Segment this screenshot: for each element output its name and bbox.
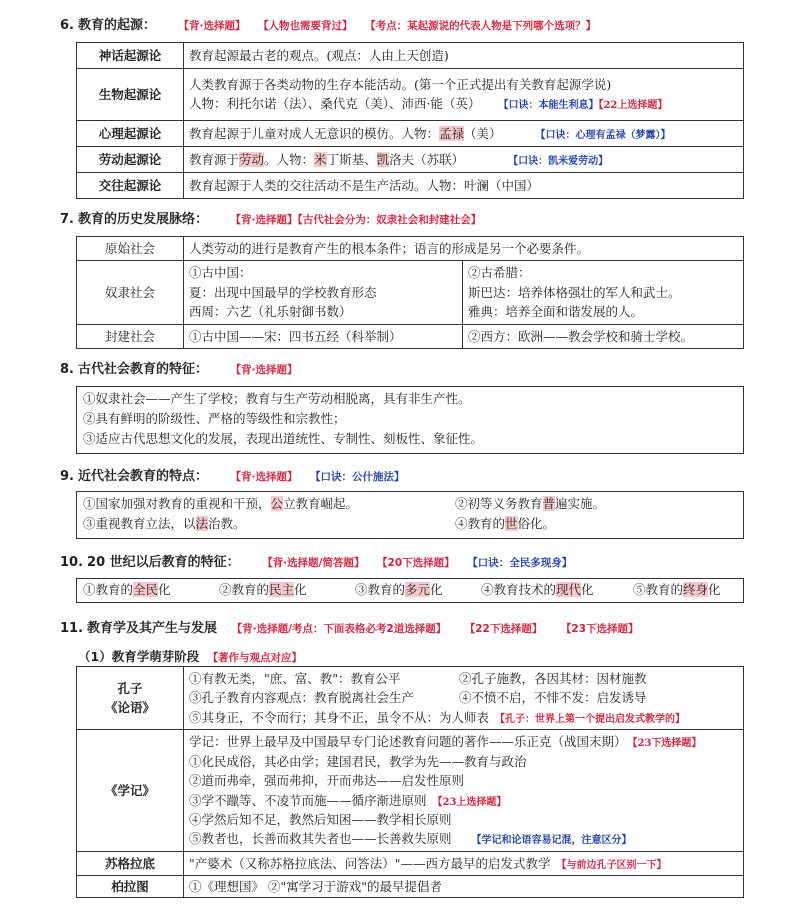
text: ⑤其身正，不令而行；其身不正，虽令不从：为人师表 [189,709,490,725]
text: 化 [158,582,171,597]
feature-item [83,580,219,600]
text-line: 人类教育源于各类动物的生存本能活动。(第一个正式提出有关教育起源学说) [189,77,612,93]
text: ③学不躐等、不凌节而施——循序渐进原则 [189,792,427,808]
highlight: 孟禄 [439,125,465,141]
text: 俗化。 [517,516,556,531]
feature-1 [83,494,455,514]
modern-features-box [76,491,744,539]
text-line [189,829,738,849]
feature-2 [455,496,605,511]
row-text: 人类劳动的进行是教育产生的根本条件；语言的形成是另一个必要条件。 [184,237,744,261]
mnemonic-tag: 【口诀：公什施法】 [310,471,405,483]
section-9-heading [60,465,405,484]
text: "产婆术（又称苏格拉底法、问答法）"——西方最早的启发式教学 [189,855,551,871]
row-label: 劳动起源论 [77,147,184,173]
text: 学记：世界上最早及中国最早专门论述教育问题的著作——乐正克（战国末期） [189,734,627,750]
text-line [189,669,738,688]
tag: 【考点：某起源说的代表人物是下列哪个选项？】 [365,20,597,32]
text-line [83,494,737,514]
text: 洛夫（苏联） [389,151,465,167]
feature-3 [83,514,455,534]
highlight: 米 [314,151,327,167]
section-number: 11. [60,621,84,636]
text: （美） [464,125,502,141]
row-label: 苏格拉底 [77,851,184,875]
right-cell [463,261,744,325]
row-label: 《学记》 [77,730,184,852]
tag: 【著作与观点对应】 [207,652,303,664]
text: ①有教无类，"庶、富、教"：教育公平 [189,671,401,686]
highlight: 民主 [269,582,295,597]
section-number: 6. [60,18,74,33]
row-label [77,667,184,730]
text: 立教育崛起。 [283,496,359,511]
text-line: ③适应古代思想文化的发展，表现出道统性、专制性、刻板性、象征性。 [83,431,484,446]
text-line [189,94,738,114]
text-line: 雅典：培养全面和谐发展的人。 [468,304,644,320]
row-label: 柏拉图 [77,875,184,897]
section-title: 教育学及其产生与发展 [87,621,218,636]
highlight: 多元 [405,582,431,597]
highlight: 世 [505,516,518,531]
mnemonic-tag: 【口诀：凯米爱劳动】 [508,155,609,167]
book-name: 《论语》 [104,700,155,716]
section-title: 近代社会教育的特点： [77,469,208,484]
tag: 【背·选择题/简答题】 [262,557,365,569]
text-line: ②古希腊： [468,265,531,281]
mnemonic-tag: 【口诀：本能生利息】 [498,100,599,112]
text: 化 [708,582,721,597]
left-cell: ①古中国——宋：四书五经（科举制） [184,325,463,349]
text: ②教育的 [219,582,270,597]
text-line [189,732,738,752]
text: ③教育的 [355,582,406,597]
text: ①国家加强对教育的重视和干预， [83,496,271,511]
tag: 【与前边孔子区别一下】 [556,859,667,871]
text-line: 夏：出现中国最早的学校教育形态 [189,284,377,300]
section-number: 9. [60,469,74,484]
section-10-heading [60,551,572,570]
history-table [76,236,744,349]
section-title: 古代社会教育的特征： [77,362,208,377]
feature-item [219,580,355,600]
feature-item [481,580,633,600]
tag: 【23下选择题】 [560,623,639,635]
text-line [189,708,738,728]
text: 遍实施。 [555,496,606,511]
row-text [184,121,744,147]
text-line: ①古中国： [189,265,252,281]
section-11-heading [60,617,639,636]
text: ①教育的 [83,582,134,597]
text: ④教育技术的 [481,582,557,597]
text: 治教。 [208,516,246,531]
tag: 【23上选择题】 [432,796,507,808]
section-7-heading [60,208,481,227]
exam-tag: 【22上选择题】 [598,100,668,112]
text-line: ②具有鲜明的阶级性、严格的等级性和宗教性； [83,411,346,426]
text-line: ①奴隶社会——产生了学校；教育与生产劳动相脱离，具有非生产性。 [83,391,471,406]
row-text [184,667,744,730]
text-line [83,514,737,534]
highlight: 凯 [376,151,390,167]
text: ④教育的 [455,516,506,531]
row-text: 教育起源最古老的观点。(观点：人由上天创造) [184,43,744,69]
tag: 【背·选择题】 [178,20,246,32]
mnemonic-tag: 【口诀：心理有孟禄（梦露）】 [535,129,671,141]
row-label: 交往起源论 [77,173,184,199]
text: 化 [294,582,307,597]
section-6-heading [60,14,596,33]
section-8-heading [60,358,298,377]
highlight: 普 [542,496,556,511]
row-label: 神话起源论 [77,43,184,69]
tag: 【孔子：世界上第一个提出启发式教学的】 [495,713,686,725]
highlight: 公 [270,496,284,511]
text: ②孔子施教，各因其材：因材施教 [459,671,647,686]
people: 人物：利托尔诺（法）、桑代克（美）、沛西·能（英） [189,96,481,112]
text: 丁斯基、 [326,151,377,167]
text-line: 西周：六艺（礼乐射御书数） [189,304,352,320]
row-text [184,147,744,173]
tag: 【20下选择题】 [377,557,455,569]
subsection-title: （1）教育学萌芽阶段 [78,649,200,664]
highlight: 劳动 [239,151,265,167]
highlight: 法 [195,516,209,531]
row-text [184,69,744,121]
text-line: ①化民成俗，其必由学；建国君民，教学为先——教育与政治 [189,753,527,769]
feature-4 [455,516,555,531]
text: ②初等义务教育 [455,496,543,511]
row-label: 心理起源论 [77,121,184,147]
text: 教育起源于儿童对成人无意识的模仿。人物： [189,125,440,141]
text: ⑤教者也，长善而救其失者也——长善救失原则 [189,831,452,847]
tag: 【22下选择题】 [464,623,543,635]
ancient-features-box [76,386,744,454]
section-title: 教育的历史发展脉络： [77,212,208,227]
20th-century-features-box [76,578,744,603]
tag: 【人物也需要背过】 [258,20,353,32]
origin-table [76,42,744,199]
feature-item [355,580,481,600]
section-number: 7. [60,212,74,227]
sprout-stage-table [76,666,744,898]
section-number: 8. [60,362,74,377]
text-line: 斯巴达：培养体格强壮的军人和武士。 [468,284,681,300]
tag: 【古代社会分为：奴隶社会和封建社会】 [297,214,482,226]
highlight: 全民 [133,582,159,597]
tag: 【23下选择题】 [632,738,702,750]
subsection-heading [78,647,302,665]
text: 。人物： [264,151,315,167]
text-line [189,791,738,811]
tag: 【背·选择题】 [230,364,298,376]
text: 教育源于 [189,151,240,167]
highlight: 终身 [683,582,709,597]
text-line: ④学然后知不足，教然后知困——教学相长原则 [189,812,452,827]
text: ③孔子教育内容观点：教育脱离社会生产 [189,690,415,706]
tag: 【学记和论语容易记混，注意区分】 [471,835,632,847]
row-label: 生物起源论 [77,69,184,121]
row-text [184,730,744,852]
person-name: 孔子 [117,680,143,696]
text-line [189,688,738,707]
text: ④不愤不启，不悱不发：启发诱导 [459,690,647,706]
text: ③重视教育立法，以 [83,516,196,531]
tag: 【背·选择题】 [230,214,298,226]
highlight: 现代 [556,582,582,597]
tag: 【背·选择题/考点：下面表格必考2道选择题】 [231,623,447,635]
text-line: ②道而弗牵，强而弗抑，开而弗达——启发性原则 [189,773,465,789]
mnemonic-tag: 【口诀：全民多现身】 [467,557,573,569]
section-number: 10. [60,555,84,570]
right-cell: ②西方：欧洲——教会学校和骑士学校。 [463,325,744,349]
row-label: 奴隶社会 [77,261,184,325]
section-title: 教育的起源： [77,18,156,33]
row-text: ①《理想国》 ②"寓学习于游戏"的最早提倡者 [184,875,744,897]
row-text [184,851,744,875]
row-text: 教育起源于人类的交往活动不是生产活动。人物：叶澜（中国） [184,173,744,199]
section-title: 20 世纪以后教育的特征： [87,555,240,570]
tag: 【背·选择题】 [230,471,298,483]
feature-item [633,582,721,597]
text-line [83,580,737,600]
text: ⑤教育的 [633,582,684,597]
text: 化 [581,582,594,597]
row-label: 封建社会 [77,325,184,349]
row-label: 原始社会 [77,237,184,261]
left-cell [184,261,463,325]
text: 化 [430,582,443,597]
